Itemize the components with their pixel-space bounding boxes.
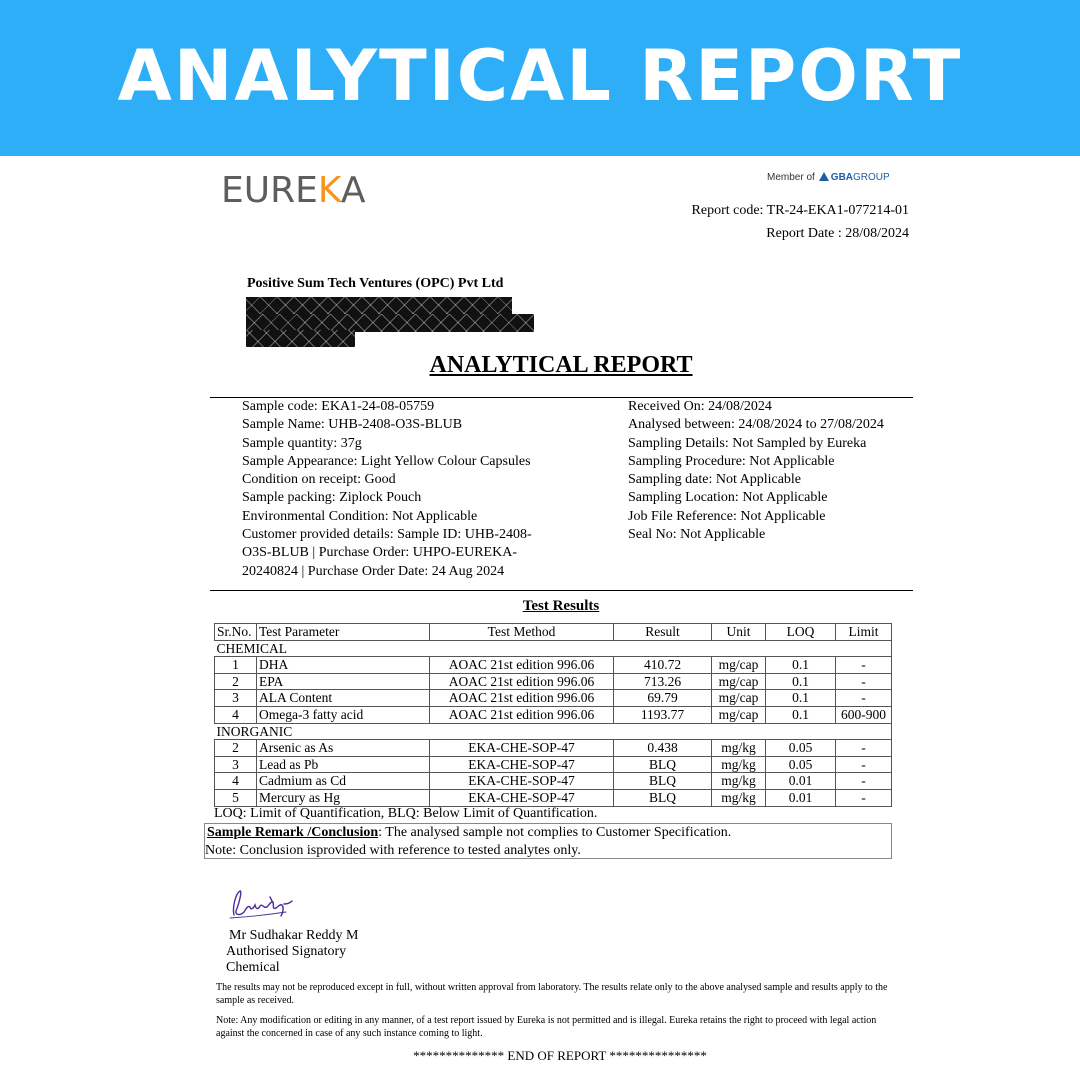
table-row	[215, 756, 892, 773]
header-test-parameter: Test Parameter	[257, 624, 430, 641]
header-limit: Limit	[836, 624, 892, 641]
cell-test-parameter: Cadmium as Cd	[257, 773, 430, 790]
cell-sr-no: 5	[215, 789, 257, 806]
cell-loq: 0.05	[766, 740, 836, 757]
table-row	[215, 690, 892, 707]
report-date: Report Date : 28/08/2024	[766, 226, 909, 241]
cell-sr-no: 4	[215, 773, 257, 790]
customer-details: 20240824 | Purchase Order Date: 24 Aug 2024	[242, 563, 505, 579]
redacted-address-block	[246, 330, 355, 347]
condition-on-receipt: Condition on receipt: Good	[242, 472, 396, 488]
signature-image	[226, 885, 302, 925]
cell-unit: mg/cap	[712, 657, 766, 674]
signatory-department: Chemical	[226, 960, 280, 975]
signatory-title: Authorised Signatory	[226, 944, 347, 959]
cell-unit: mg/cap	[712, 673, 766, 690]
cell-sr-no: 3	[215, 690, 257, 707]
section-label: INORGANIC	[215, 723, 892, 740]
cell-loq: 0.1	[766, 657, 836, 674]
sample-info-left	[242, 398, 532, 581]
section-label: CHEMICAL	[215, 640, 892, 657]
table-row	[215, 789, 892, 806]
cell-result: 713.26	[614, 673, 712, 690]
cell-limit: -	[836, 740, 892, 757]
table-row	[215, 673, 892, 690]
header-result: Result	[614, 624, 712, 641]
received-on: Received On: 24/08/2024	[628, 399, 772, 414]
remark-note: Note: Conclusion isprovided with reference to tested analytes only.	[205, 843, 581, 858]
environmental-condition: Environmental Condition: Not Applicable	[242, 508, 478, 524]
table-row	[215, 773, 892, 790]
table-section-row	[215, 640, 892, 657]
cell-result: BLQ	[614, 756, 712, 773]
cell-limit: -	[836, 789, 892, 806]
sampling-location: Sampling Location: Not Applicable	[628, 490, 828, 506]
header-sr-no: Sr.No.	[215, 624, 257, 641]
analysed-between: Analysed between: 24/08/2024 to 27/08/2024	[628, 417, 884, 433]
cell-test-method: EKA-CHE-SOP-47	[430, 773, 614, 790]
cell-loq: 0.01	[766, 789, 836, 806]
sample-name: Sample Name: UHB-2408-O3S-BLUB	[242, 417, 463, 433]
cell-result: 0.438	[614, 740, 712, 757]
cell-test-method: AOAC 21st edition 996.06	[430, 673, 614, 690]
cell-limit: -	[836, 773, 892, 790]
cell-limit: -	[836, 756, 892, 773]
cell-test-parameter: Omega-3 fatty acid	[257, 706, 430, 723]
cell-loq: 0.1	[766, 706, 836, 723]
cell-result: 69.79	[614, 690, 712, 707]
cell-loq: 0.05	[766, 756, 836, 773]
cell-result: BLQ	[614, 773, 712, 790]
member-of-label: Member of	[767, 172, 815, 183]
gba-logo-icon	[819, 172, 829, 181]
loq-footnote: LOQ: Limit of Quantification, BLQ: Below Limit of Quantification.	[214, 806, 598, 821]
cell-unit: mg/kg	[712, 773, 766, 790]
header-unit: Unit	[712, 624, 766, 641]
table-section-row	[215, 723, 892, 740]
signatory-name: Mr Sudhakar Reddy M	[229, 928, 359, 943]
cell-test-parameter: Arsenic as As	[257, 740, 430, 757]
cell-limit: -	[836, 673, 892, 690]
cell-loq: 0.01	[766, 773, 836, 790]
job-file-reference: Job File Reference: Not Applicable	[628, 508, 826, 524]
table-row	[215, 706, 892, 723]
cell-result: BLQ	[614, 789, 712, 806]
customer-details: Customer provided details: Sample ID: UHB-2408-	[242, 527, 532, 543]
header-test-method: Test Method	[430, 624, 614, 641]
customer-details: O3S-BLUB | Purchase Order: UHPO-EUREKA-	[242, 545, 517, 561]
logo-text-prefix: EURE	[221, 170, 318, 211]
remark-box	[204, 823, 892, 859]
table-row	[215, 657, 892, 674]
cell-limit: 600-900	[836, 706, 892, 723]
table-row	[215, 740, 892, 757]
cell-limit: -	[836, 657, 892, 674]
cell-test-method: EKA-CHE-SOP-47	[430, 740, 614, 757]
header-loq: LOQ	[766, 624, 836, 641]
top-banner	[0, 0, 1080, 156]
remark-heading: Sample Remark /Conclusion	[207, 825, 379, 840]
sample-info-right	[628, 398, 884, 544]
sampling-procedure: Sampling Procedure: Not Applicable	[628, 453, 835, 469]
remark-text: : The analysed sample not complies to Customer Specification.	[378, 825, 732, 840]
cell-result: 410.72	[614, 657, 712, 674]
cell-loq: 0.1	[766, 690, 836, 707]
client-company: Positive Sum Tech Ventures (OPC) Pvt Ltd	[247, 276, 504, 291]
gba-brand: GBA	[830, 172, 854, 183]
divider	[210, 590, 913, 591]
sampling-details: Sampling Details: Not Sampled by Eureka	[628, 435, 867, 451]
eureka-logo	[221, 170, 365, 211]
sample-packing: Sample packing: Ziplock Pouch	[242, 490, 422, 506]
disclaimer-results: The results may not be reproduced except in full, without written approval from laboratory. The results relate only to the above analysed sample and results apply to the sample as received.	[216, 982, 888, 1006]
cell-unit: mg/kg	[712, 756, 766, 773]
cell-test-parameter: Mercury as Hg	[257, 789, 430, 806]
logo-k-letter: K	[317, 170, 341, 211]
seal-no: Seal No: Not Applicable	[628, 527, 766, 543]
cell-test-parameter: DHA	[257, 657, 430, 674]
disclaimer-modification: Note: Any modification or editing in any manner, of a test report issued by Eureka is not permitted and is illegal. Eureka retains the right to proceed with legal action against the concerned in case of any such instance coming to light.	[216, 1015, 877, 1039]
logo-text-suffix: A	[340, 170, 366, 211]
cell-unit: mg/kg	[712, 789, 766, 806]
cell-test-parameter: ALA Content	[257, 690, 430, 707]
sample-appearance: Sample Appearance: Light Yellow Colour Capsules	[242, 453, 531, 469]
cell-sr-no: 4	[215, 706, 257, 723]
cell-test-method: AOAC 21st edition 996.06	[430, 706, 614, 723]
cell-test-method: AOAC 21st edition 996.06	[430, 690, 614, 707]
end-of-report: ************** END OF REPORT ***************	[413, 1048, 707, 1063]
cell-sr-no: 3	[215, 756, 257, 773]
member-of-gba	[767, 172, 890, 183]
test-results-title: Test Results	[522, 598, 600, 614]
cell-test-parameter: Lead as Pb	[257, 756, 430, 773]
table-header-row	[215, 624, 892, 641]
sample-code: Sample code: EKA1-24-08-05759	[242, 399, 435, 414]
cell-sr-no: 1	[215, 657, 257, 674]
sampling-date: Sampling date: Not Applicable	[628, 472, 802, 488]
cell-unit: mg/kg	[712, 740, 766, 757]
banner-title: ANALYTICAL REPORT	[117, 35, 963, 117]
cell-test-method: EKA-CHE-SOP-47	[430, 756, 614, 773]
cell-test-method: AOAC 21st edition 996.06	[430, 657, 614, 674]
sample-quantity: Sample quantity: 37g	[242, 435, 362, 451]
cell-test-method: EKA-CHE-SOP-47	[430, 789, 614, 806]
test-results-table	[214, 623, 892, 807]
document-title: ANALYTICAL REPORT	[429, 352, 693, 378]
cell-sr-no: 2	[215, 740, 257, 757]
cell-sr-no: 2	[215, 673, 257, 690]
cell-result: 1193.77	[614, 706, 712, 723]
cell-unit: mg/cap	[712, 706, 766, 723]
cell-limit: -	[836, 690, 892, 707]
cell-test-parameter: EPA	[257, 673, 430, 690]
report-code: Report code: TR-24-EKA1-077214-01	[691, 203, 909, 218]
cell-unit: mg/cap	[712, 690, 766, 707]
gba-brand-suffix: GROUP	[853, 172, 890, 183]
cell-loq: 0.1	[766, 673, 836, 690]
